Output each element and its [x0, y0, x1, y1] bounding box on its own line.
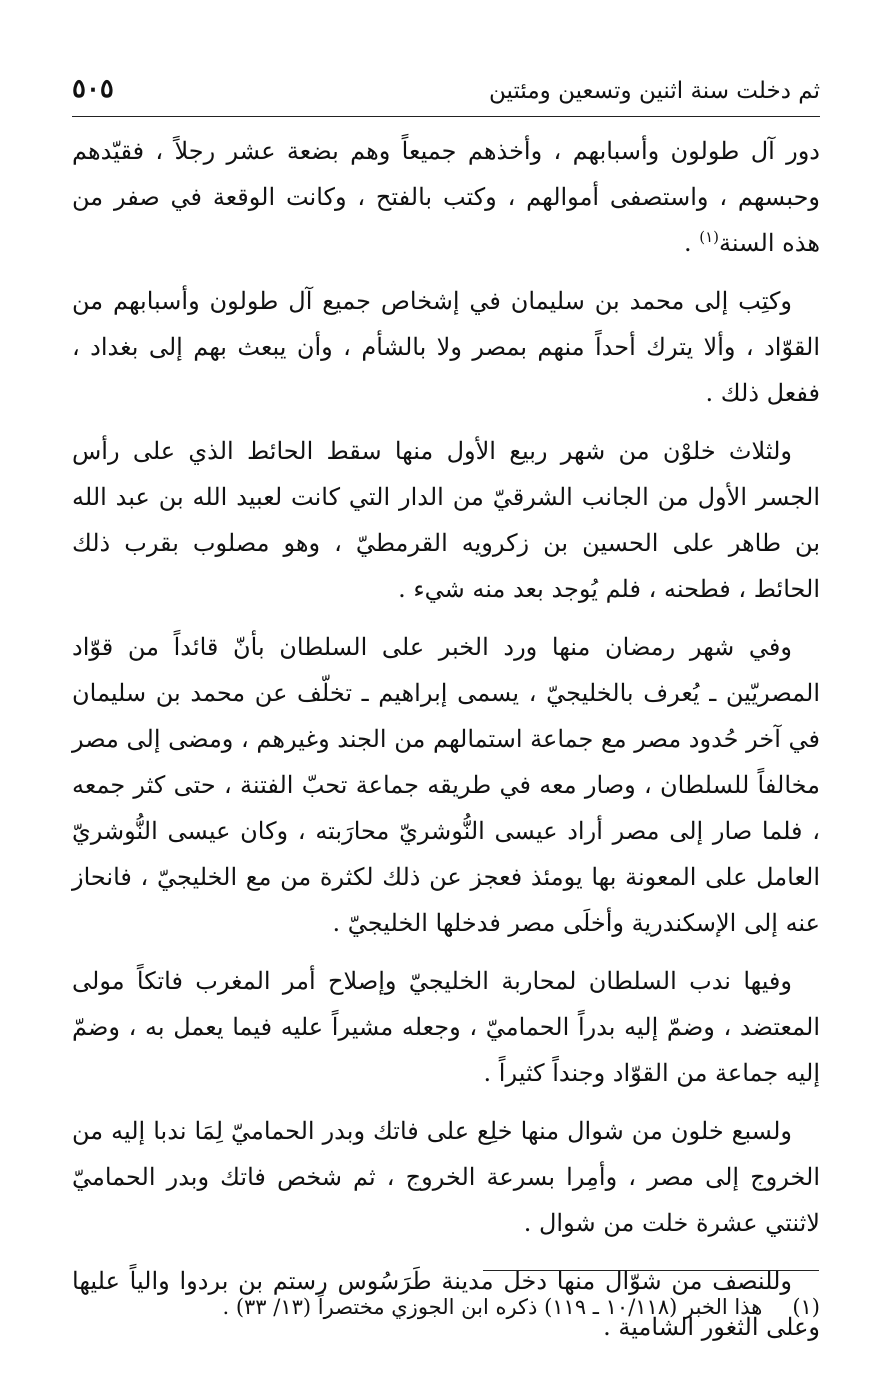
footnote — [72, 1292, 820, 1322]
paragraph: وفيها ندب السلطان لمحاربة الخليجيّ وإصلاح أمر المغرب فاتكاً مولى المعتضد ، وضمّ إليه بدراً الحماميّ ، وجعله مشيراً عليه فيما يعمل به ، وضمّ إليه جماعة من القوّاد وجنداً كثيراً . — [72, 967, 820, 1087]
footnote-number: (١) — [792, 1295, 820, 1319]
paragraph: وللنصف من شوّال منها دخل مدينة طَرَسُوس رستم بن بردوا والياً عليها وعلى الثغور الشامية . — [72, 1267, 820, 1341]
paragraph: ولسبع خلون من شوال منها خلِع على فاتك وبدر الحماميّ لِمَا ندبا إليه من الخروج إلى مصر ، وأمِرا بسرعة الخروج ، ثم شخص فاتك وبدر الحماميّ لاثنتي عشرة خلت من شوال . — [72, 1117, 820, 1237]
footnote-text: هذا الخبر (١٠/١١٨ ـ ١١٩) ذكره ابن الجوزي مختصراً (١٣/ ٣٣) . — [222, 1295, 763, 1319]
running-head: ثم دخلت سنة اثنين وتسعين ومئتين — [489, 78, 820, 104]
paragraph: ولثلاث خلوْن من شهر ربيع الأول منها سقط الحائط الذي على رأس الجسر الأول من الجانب الشرقيّ من الدار التي كانت لعبيد الله بن عبد الله بن طاهر على الحسين بن زكرويه القرمطيّ ، وهو مصلوب بقرب ذلك الحائط ، فطحنه ، فلم يُوجد بعد منه شيء . — [72, 437, 820, 603]
paragraph-text: دور آل طولون وأسبابهم ، وأخذهم جميعاً وهم بضعة عشر رجلاً ، فقيّدهم وحبسهم ، واستصفى أموالهم ، وكتب بالفتح ، وكانت الوقعة في صفر من هذه السنة — [72, 137, 820, 257]
paragraph-tail: . — [683, 229, 700, 257]
page-number: ٥٠٥ — [72, 74, 114, 104]
body-text — [72, 128, 820, 1362]
footnote-reference: (١) — [699, 228, 720, 246]
paragraph — [72, 128, 820, 266]
paragraph: وكتِب إلى محمد بن سليمان في إشخاص جميع آل طولون وأسبابهم من القوّاد ، وألا يترك أحداً منهم بمصر ولا بالشأم ، وأن يبعث بهم إلى بغداد ، ففعل ذلك . — [72, 287, 820, 407]
footnote-separator — [483, 1270, 819, 1271]
paragraph: وفي شهر رمضان منها ورد الخبر على السلطان بأنّ قائداً من قوّاد المصريّين ـ يُعرف بالخليجيّ ، يسمى إبراهيم ـ تخلّف عن محمد بن سليمان في آخر حُدود مصر مع جماعة استمالهم من الجند وغيرهم ، ومضى إلى مصر مخالفاً للسلطان ، وصار معه في طريقه جماعة تحبّ الفتنة ، حتى كثر جمعه ، فلما صار إلى مصر أراد عيسى النُّوشريّ محارَبته ، وكان عيسى النُّوشريّ العامل على المعونة بها يومئذ فعجز عن ذلك لكثرة من مع الخليجيّ ، فانحاز عنه إلى الإسكندرية وأخلَى مصر فدخلها الخليجيّ . — [71, 633, 820, 937]
page-header — [72, 72, 820, 117]
